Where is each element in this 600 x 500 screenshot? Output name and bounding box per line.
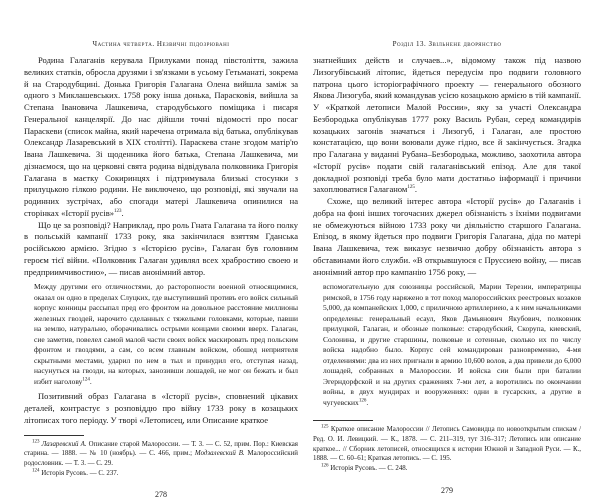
footnote-number: 125 xyxy=(321,424,329,430)
block-quote: вспомогательную для союзницы российской, Марии Терезии, императрицы римской, в 1756 году наряжено в тот поход малороссийских реестровых козаков 5,000, да компанейских 1,000, с приличною артиллериею, а к ним начальниками определены: генеральный есаул, Яков Дамьянович Якубович, полковник прилуцкой, Галаган, и обозные полковые: стародубский, Скорупа, киевский, Солонина, и другие старшины, полковые и сотенные, сколько их по числу войска надобно было. Корпус сей командирован разновременно, 4-мя отделениями: два из них пригнали в армию 10,600 волов, а два привели до 6,000 лошадей, собранных в Малороссии. И войска сии были при баталии Эгерндорфской и на других сражениях 7-ми лет, а воротились по окончании войны, в двух мундирах и вооружениях: одни в гусарских, а другие в чугуевских$^{126}$. xyxy=(323,282,581,407)
left-page xyxy=(24,40,298,500)
running-head: Розділ 13. Звільнене дворянство xyxy=(392,40,502,48)
footnote-ref[interactable]: 126 xyxy=(358,398,367,404)
quote-text: Между другими его отличностями, до расторопности военной относящимися, оказал он одно в пределах Слуцких, где выступивший противъ его войск сильный корпус конницы рассыпал пред его фронтом на довольное расстояние миллионы железных гвоздей, нарочито сделанных с тяжелыми головками, которые, павши на землю, натурально, оборачивались острыми концами своими вверх. Галаган, сие заметив, повелел самой малой части своих войск маскировать пред польским фронтом и гвоздями, а сам, со всем главным войском, обошед неприятеля скрытными местами, ударил по нем в тыл и принудил его, отступая назад, насунуться на гвозди, на которых, занозивши лошадей, не мог он бежать и был избит наголову xyxy=(34,282,298,386)
footnote-text: Исторія Русовъ. — С. 237. xyxy=(41,469,119,477)
block-quote: Между другими его отличностями, до расторопности военной относящимися, оказал он одно в пределах Слуцких, где выступивший противъ его войск сильный корпус конницы рассыпал пред его фронтом на довольное расстояние миллионы железных гвоздей, нарочито сделанных с тяжелыми головками, которые, павши на землю, натурально, оборачивались острыми концами своими вверх. Галаган, сие заметив, повелел самой малой части своих войск маскировать пред польским фронтом и гвоздями, а сам, со всем главным войском, обошед неприятеля скрытными местами, ударил по нем в тыл и принудил его, отступая назад, насунуться на гвозди, на которых, занозивши лошадей, не мог он бежать и был избит наголову$^{124}$. xyxy=(34,282,298,386)
footnote-number: 123 xyxy=(32,439,40,445)
page-body xyxy=(313,55,581,412)
footnote-author: Лазаревский А. xyxy=(41,440,87,448)
footnotes xyxy=(313,425,581,474)
footnote-ref[interactable]: 123 xyxy=(114,208,122,214)
footnote-author: Модзалевский В. xyxy=(194,450,245,458)
footnote-text: Краткое описание Малороссии // Летопись Самовидца по новооткрытым спискам / Ред. О. И. Левицкий. — К., 1878. — С. 211–319, тут 316–317; Летопись или описание краткое... // Сборник летописей, относящихся к истории Южной и Западной Руси. — К., 1888. — С. 60–61; Краткая летопись. — С. 195. xyxy=(313,426,581,463)
page-number: 278 xyxy=(155,490,167,500)
footnote-ref[interactable]: 124 xyxy=(82,377,90,383)
quote-text: вспомогательную для союзницы российской, Марии Терезии, императрицы римской, в 1756 году наряжено в тот поход малороссийских реестровых козаков 5,000, да компанейских 1,000, с приличною артиллериею, а к ним начальниками определены: генеральный есаул, Яков Дамьянович Якубович, полковник прилуцкой, Галаган, и обозные полковые: стародубский, Скорупа, киевский, Солонина, и другие старшины, полковые и сотенные, сколько их по числу войска надобно было. Корпус сей командирован разновременно, 4-мя отделениями: два из них пригнали в армию 10,600 волов, а два привели до 6,000 лошадей, собранных в Малороссии. И войска сии были при баталии Эгерндорфской и на других сражениях 7-ми лет, а воротились по окончании войны, в двух мундирах и вооружениях: одни в гусарских, а другие в чугуевских xyxy=(323,282,581,407)
footnote-number: 126 xyxy=(321,463,329,469)
footnote-text: Описание старой Малороссии. — Т. 3. — С. 52, прим. Пор.: Киевская старина. — 1888. — № 10 (ноябрь). — С. 466, прим.; xyxy=(24,440,298,458)
footnote-text: Исторія Русовъ. — С. 248. xyxy=(330,465,408,473)
paragraph: Схоже, що великий інтерес автора «Історії русів» до Галаганів і добра на фоні інших тогочасних джерел обізнаність з їхніми подвигами не обмежуються війною 1733 року чи діяльністю старшого Галагана. Епізод, в якому йдеться про подвиги Григорія Галагана, діда по матері Івана Лашкевича, теж виказує незвично добру обізнаність автора з обставинами його служби. «В открывшуюся с Пруссиею войну, — писав анонімний автор про кампанію 1756 року, — xyxy=(313,196,581,277)
paragraph: Що це за розповіді? Наприклад, про роль Гната Галагана та його полку в польській кампанії 1733 року, яка закінчилася взяттям Гданська російською армією. Згідно з «Історією русів», Галаган був головним героєм тієї війни. «Полковник Галаган удивлял всех храбростию своею и предприимчивостию», — писав анонімний автор. xyxy=(24,219,298,277)
right-page xyxy=(313,40,581,496)
paragraph: Позитивний образ Галагана в «Історії русів», сповнений цікавих деталей, контрастує з розповіддю про війну 1733 року в козацьких літописах того періоду. У творі «Летописец, или Описание краткое xyxy=(24,391,298,425)
footnote xyxy=(24,440,298,469)
footnote-text: Малороссийский родословник. — Т. 3. — С. 29. xyxy=(24,450,298,467)
footnote-divider xyxy=(313,420,373,421)
footnote-number: 124 xyxy=(32,468,40,474)
footnote xyxy=(24,469,298,479)
paragraph: знатнейших действ и случаев...», відомому також під назвою Лизогубівський літопис, йдеться передусім про подвиги головного патрона цього історіографічного проекту — генерального обозного Якова Лизогуба, який командував усією козацькою армією в тій кампанії. У «Краткой летописи Малой России», яку за участі Олександра Безбородька опублікував 1777 року Василь Рубан, серед командирів козацьких загонів значаться і Лизогуб, і Галаган, але простою констатацією, що вони воювали дуже гідно, все й закінчується. Згадка про Галагана у виданні Рубана–Безбородька, можливо, заохотила автора «Історії русів» подати свій галаганівський епізод. Але для такої докладної розповіді треба було мати достатньо інформації і причини захоплюватися Галаганом$^{125}$. xyxy=(313,55,581,195)
footnotes xyxy=(24,440,298,479)
footnote xyxy=(313,425,581,464)
footnote-ref[interactable]: 125 xyxy=(407,185,415,191)
paragraph-text: знатнейших действ и случаев...», відомому також під назвою Лизогубівський літопис, йдеться передусім про подвиги головного патрона цього історіографічного проекту — генерального обозного Якова Лизогуба, який командував усією козацькою армією в тій кампанії. У «Краткой летописи Малой России», яку за участі Олександра Безбородька опублікував 1777 року Василь Рубан, серед командирів козацьких загонів значаться і Лизогуб, і Галаган, але простою констатацією, що вони воювали дуже гідно, все й закінчується. Згадка про Галагана у виданні Рубана–Безбородька, можливо, заохотила автора «Історії русів» подати свій галаганівський епізод. Але для такої докладної розповіді треба було мати достатньо інформації і причини захоплюватися Галаганом xyxy=(313,55,581,195)
page-number: 279 xyxy=(441,485,453,495)
paragraph-text: Родина Галаганів керувала Прилуками понад півстоліття, зажила великих статків, обросла друзями і зв'язками в усьому Гетьманаті, зокрема й на Стародубщині. Донька Григорія Галагана Олена вийшла заміж за одного з Миклашевських. 1758 року інша донька, Парасковія, вийшла за Степана Івановича Лашкевича, стародубського поміщика і писаря Генеральної канцелярії. До нас дійшли точні відомості про посаг Параскеви (список майна, який наречена отримала від батька, опублікував Олександр Лазаревський в XIX столітті). Параскева стане згодом матір'ю Івана Лашкевича. Зі щоденника його батька, Степана Лашкевича, ми дізнаємося, що на церковні свята родина відвідувала полковника Григорія Галагана в маєтку Сокиринцях і підтримувала близькі стосунки з прилуцькою гілкою родини. Не виключено, що розповіді, які звучали на родинних зустрічах, або спогади матері Лашкевича опинилися на сторінках «Історії русів» xyxy=(24,55,298,218)
running-head: Частина четверта. Незвичні підозрювані xyxy=(92,40,230,48)
footnote-divider xyxy=(24,435,84,436)
footnote xyxy=(313,464,581,474)
paragraph: Родина Галаганів керувала Прилуками понад півстоліття, зажила великих статків, обросла друзями і зв'язками в усьому Гетьманаті, зокрема й на Стародубщині. Донька Григорія Галагана Олена вийшла заміж за одного з Миклашевських. 1758 року інша донька, Парасковія, вийшла за Степана Івановича Лашкевича, стародубського поміщика і писаря Генеральної канцелярії. До нас дійшли точні відомості про посаг Параскеви (список майна, який наречена отримала від батька, опублікував Олександр Лазаревський в XIX столітті). Параскева стане згодом матір'ю Івана Лашкевича. Зі щоденника його батька, Степана Лашкевича, ми дізнаємося, що на церковні свята родина відвідувала полковника Григорія Галагана в маєтку Сокиринцях і підтримувала близькі стосунки з прилуцькою гілкою родини. Не виключено, що розповіді, які звучали на родинних зустрічах, або спогади матері Лашкевича опинилися на сторінках «Історії русів»$^{123}$. xyxy=(24,55,298,218)
page-body xyxy=(24,55,298,427)
